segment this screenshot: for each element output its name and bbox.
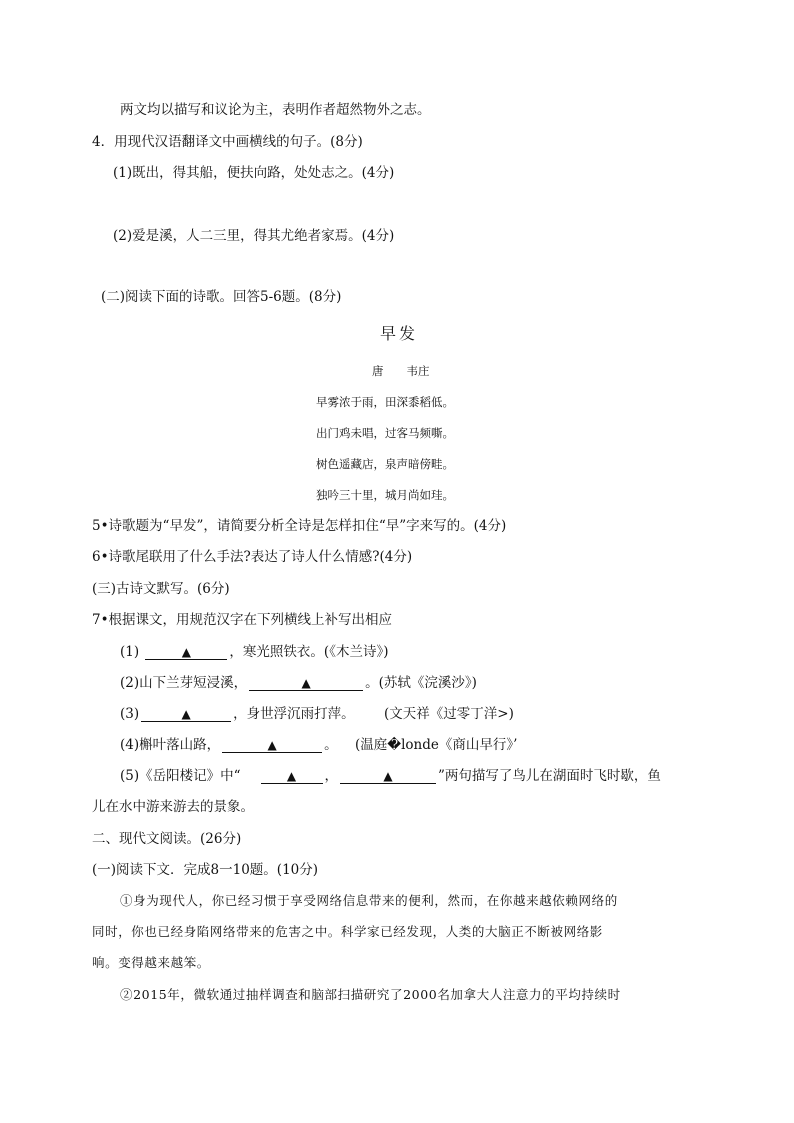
answer-blank[interactable] <box>340 769 436 784</box>
section-modern-heading: 二、现代文阅读。(26分) <box>92 831 242 847</box>
fill-text: ”两句描写了鸟儿在湖面时飞时歇，鱼 <box>438 768 661 784</box>
answer-blank[interactable] <box>261 769 323 784</box>
fill-text: 。(苏轼《浣溪沙》) <box>365 675 477 691</box>
question-6: 6•诗歌尾联用了什么手法?表达了诗人什么情感?(4分) <box>92 549 413 565</box>
question-4-1: (1)既出，得其船，便扶向路，处处志之。(4分) <box>113 165 395 181</box>
poem-line: 独吟三十里，城月尚如珪。 <box>316 488 454 502</box>
fill-text: (5)《岳阳楼记》中“ <box>120 768 241 784</box>
triangle-icon: ▲ <box>267 738 277 752</box>
triangle-icon: ▲ <box>301 676 311 690</box>
triangle-icon: ▲ <box>181 707 191 721</box>
fill-text: 。 <box>324 737 338 753</box>
fill-number: (1) <box>120 644 140 660</box>
section-2-heading: (二)阅读下面的诗歌。回答5-6题。(8分) <box>101 289 342 305</box>
article-paragraph-line: 响。变得越来越笨。 <box>92 955 210 970</box>
poem-author: 唐 韦庄 <box>372 364 430 378</box>
fill-item-3 <box>120 705 355 723</box>
fill-source: (温庭�londe《商山早行》’ <box>355 737 518 753</box>
poem-line: 树色遥藏店，泉声暗傍畦。 <box>316 457 454 471</box>
poem-line: 早雾浓于雨，田深黍稻低。 <box>316 395 454 409</box>
fill-number: (3) <box>120 706 140 722</box>
question-4-2: (2)爱是溪，人二三里，得其尤绝者家焉。(4分) <box>113 228 395 244</box>
triangle-icon: ▲ <box>286 769 297 783</box>
triangle-icon: ▲ <box>383 769 393 783</box>
answer-blank[interactable] <box>249 676 363 691</box>
fill-item-5 <box>120 767 661 785</box>
article-paragraph-line: ②2015年，微软通过抽样调查和脑部扫描研究了2000名加拿大人注意力的平均持续时 <box>120 987 621 1002</box>
fill-item-4 <box>120 736 338 754</box>
fill-item-2 <box>120 674 477 692</box>
fill-source: (文天祥《过零丁洋>) <box>384 706 514 722</box>
fill-item-5-cont: 儿在水中游来游去的景象。 <box>92 799 254 815</box>
answer-blank[interactable] <box>145 645 227 660</box>
fill-text: ，身世浮沉雨打萍。 <box>233 706 355 722</box>
triangle-icon: ▲ <box>181 645 192 659</box>
fill-text: (4)槲叶落山路， <box>120 737 221 753</box>
answer-blank[interactable] <box>141 707 231 722</box>
fill-text: ， <box>324 768 339 784</box>
question-5: 5•诗歌题为“早发”，请简要分析全诗是怎样扣住“早”字来写的。(4分) <box>92 518 507 534</box>
fill-text: ，寒光照铁衣。(《木兰诗》) <box>229 644 389 660</box>
answer-blank[interactable] <box>222 738 322 753</box>
section-3-heading: (三)古诗文默写。(6分) <box>92 581 230 597</box>
passage-summary-line: 两文均以描写和议论为主，表明作者超然物外之志。 <box>120 102 431 118</box>
article-paragraph-line: 同时，你也已经身陷网络带来的危害之中。科学家已经发现，人类的大脑正不断被网络影 <box>92 924 603 939</box>
subsection-heading: (一)阅读下文．完成8一10题。(10分) <box>92 862 319 878</box>
question-4: 4．用现代汉语翻译文中画横线的句子。(8分) <box>92 134 363 150</box>
article-paragraph-line: ①身为现代人，你已经习惯于享受网络信息带来的便利，然而，在你越来越依赖网络的 <box>120 893 618 908</box>
fill-text: (2)山下兰芽短浸溪， <box>120 675 248 691</box>
fill-item-1 <box>120 643 388 661</box>
question-7: 7•根据课文，用规范汉字在下列横线上补写出相应 <box>92 612 393 628</box>
poem-line: 出门鸡未唱，过客马频嘶。 <box>316 426 454 440</box>
poem-title: 早发 <box>380 324 419 343</box>
